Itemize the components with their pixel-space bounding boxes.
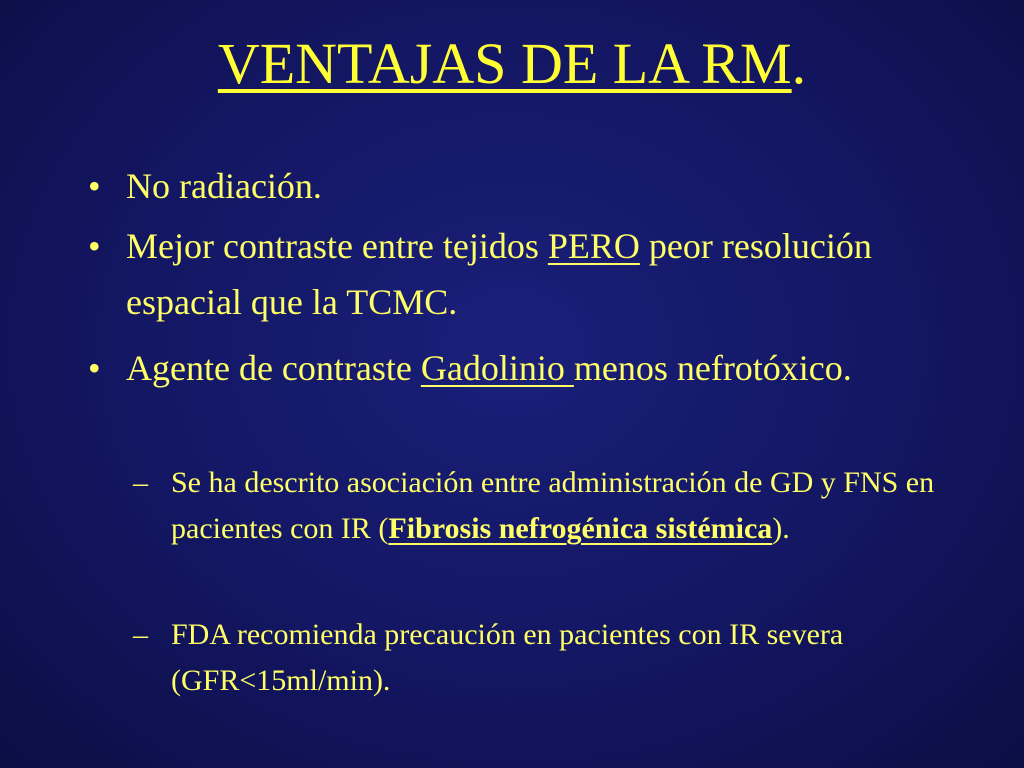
title-text: VENTAJAS DE LA RM (217, 31, 792, 96)
bullet-text-end: peor resolución espacial que la TCMC. (126, 226, 872, 322)
bullet-marker: • (88, 166, 101, 206)
sub-bullet-text: FDA recomienda precaución en pacientes con IR severa (GFR<15ml/min). (171, 618, 844, 697)
dash-marker: – (133, 618, 148, 651)
bullet-text (126, 340, 968, 396)
bullet-item-1 (88, 158, 968, 214)
sub-bullet-text (171, 460, 963, 552)
bullet-text-start: Mejor contraste entre tejidos (126, 226, 548, 266)
sub-bullet-item-1 (133, 460, 963, 552)
bullet-text-end: menos nefrotóxico. (573, 348, 852, 388)
underlined-emphasis: Gadolinio (420, 348, 574, 388)
bullet-item-3 (88, 340, 968, 396)
bold-underlined-emphasis: Fibrosis nefrogénica sistémica (388, 512, 773, 545)
bullet-text (126, 218, 968, 330)
bullet-text: No radiación. (126, 166, 322, 206)
slide-title (0, 28, 1024, 100)
bullet-marker: • (88, 348, 101, 388)
bullet-marker: • (88, 226, 101, 266)
underlined-emphasis: PERO (547, 226, 640, 266)
sub-bullet-text-end: ). (772, 512, 790, 545)
sub-bullet-text-start: Se ha descrito asociación entre administración de GD y FNS en pacientes con IR ( (171, 466, 935, 545)
title-period: . (791, 31, 807, 96)
dash-marker: – (133, 466, 148, 499)
sub-bullet-item-2 (133, 612, 963, 704)
bullet-text-start: Agente de contraste (126, 348, 421, 388)
bullet-item-2 (88, 218, 968, 330)
